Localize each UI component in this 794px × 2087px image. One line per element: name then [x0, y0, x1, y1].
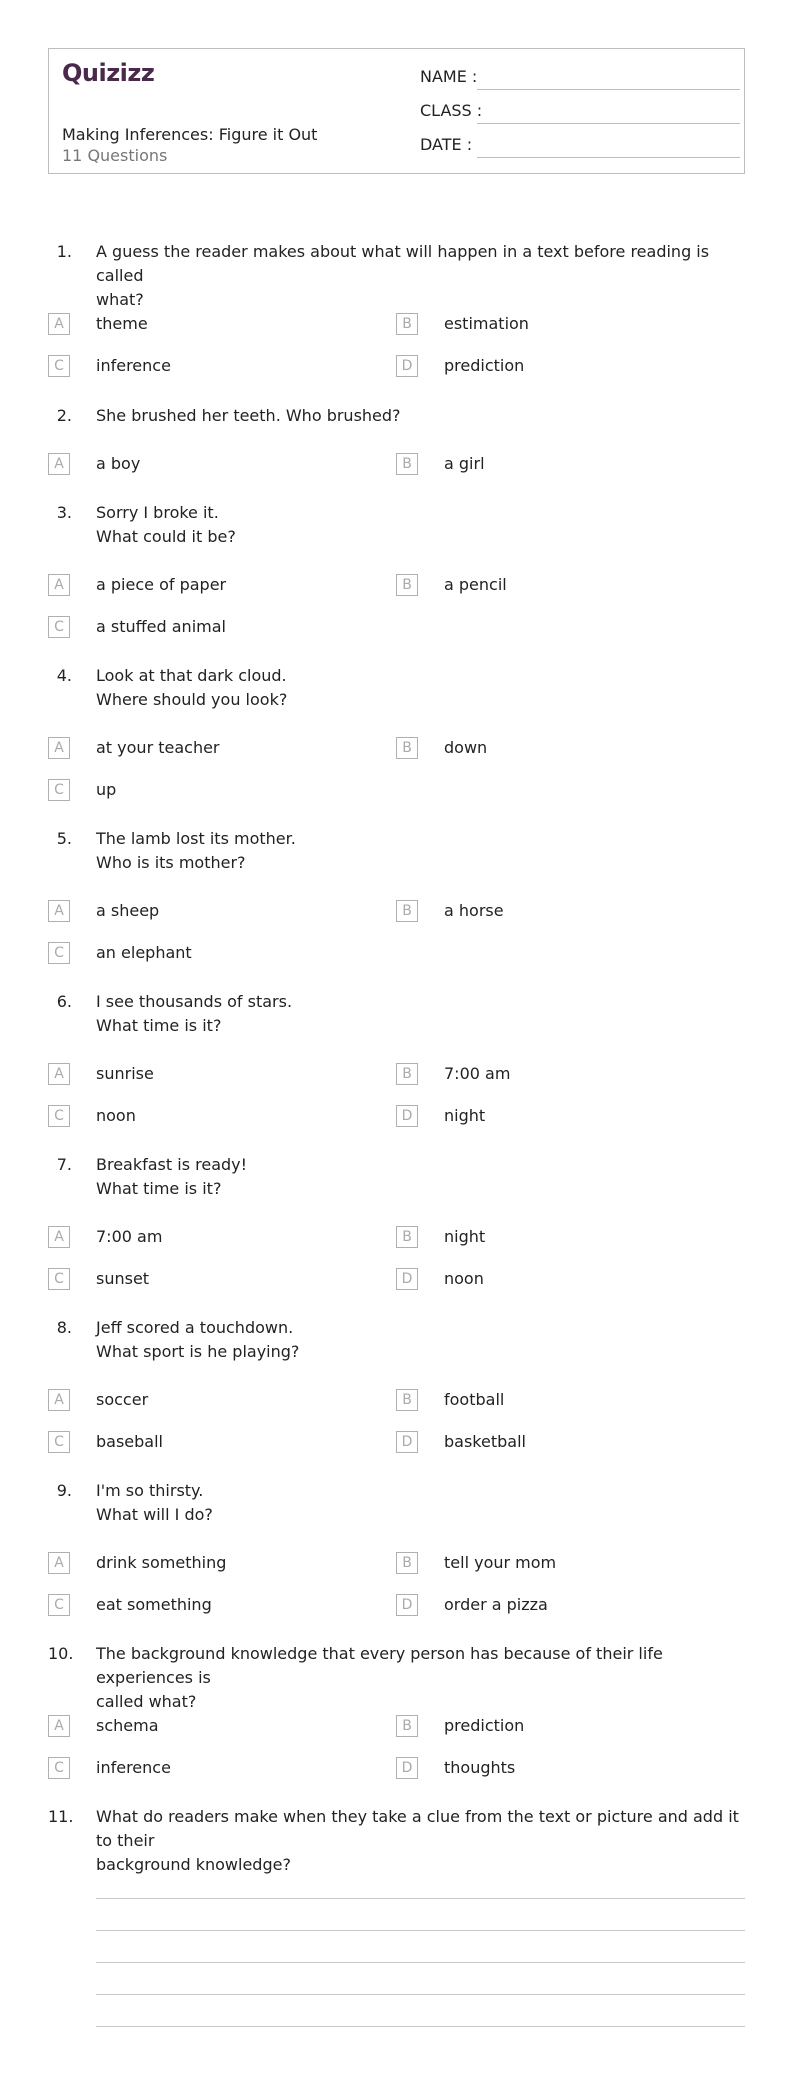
option-text: inference [96, 356, 171, 375]
option-text: night [444, 1227, 486, 1246]
option-text: an elephant [96, 943, 192, 962]
question-number: 3. [56, 503, 72, 522]
option-text: estimation [444, 314, 529, 333]
answer-option[interactable] [48, 1552, 378, 1576]
question-text-line: what? [96, 290, 144, 309]
option-letter-box[interactable]: A [48, 1552, 70, 1574]
answer-option[interactable] [48, 1715, 378, 1739]
question-number: 8. [56, 1318, 72, 1337]
answer-option[interactable] [396, 355, 726, 379]
question-text-line: What will I do? [96, 1505, 213, 1524]
option-letter-box[interactable]: B [396, 1715, 418, 1737]
option-text: theme [96, 314, 148, 333]
answer-option[interactable] [48, 1226, 378, 1250]
question-text [96, 1642, 746, 1714]
option-text: down [444, 738, 488, 757]
question-number: 4. [56, 666, 72, 685]
question-text [96, 1316, 746, 1364]
option-letter-box[interactable]: A [48, 1715, 70, 1737]
option-letter-box[interactable]: B [396, 313, 418, 335]
option-text: inference [96, 1758, 171, 1777]
question-number: 9. [56, 1481, 72, 1500]
option-letter-box[interactable]: A [48, 313, 70, 335]
answer-option[interactable] [48, 616, 378, 640]
question-text-line: Look at that dark cloud. [96, 666, 287, 685]
question-text [96, 1153, 746, 1201]
option-text: noon [96, 1106, 136, 1125]
option-letter-box[interactable]: C [48, 355, 70, 377]
question-number: 11. [48, 1807, 74, 1826]
option-text: baseball [96, 1432, 163, 1451]
answer-option[interactable] [396, 1757, 726, 1781]
option-text: 7:00 am [444, 1064, 511, 1083]
option-letter-box[interactable]: C [48, 779, 70, 801]
answer-option[interactable] [48, 1431, 378, 1455]
option-letter-box[interactable]: B [396, 453, 418, 475]
answer-option[interactable] [48, 1389, 378, 1413]
question-text-line: Sorry I broke it. [96, 503, 219, 522]
question-text [96, 240, 746, 312]
question-text-line: Who is its mother? [96, 853, 246, 872]
answer-option[interactable] [48, 1268, 378, 1292]
option-letter-box[interactable]: D [396, 1594, 418, 1616]
option-letter-box[interactable]: B [396, 737, 418, 759]
option-text: noon [444, 1269, 484, 1288]
answer-option[interactable] [48, 453, 378, 477]
answer-line[interactable] [96, 1994, 745, 1995]
class-field[interactable] [420, 101, 740, 123]
option-letter-box[interactable]: B [396, 1063, 418, 1085]
question-text-line: background knowledge? [96, 1855, 291, 1874]
option-text: a stuffed animal [96, 617, 226, 636]
question-text [96, 501, 746, 549]
option-text: night [444, 1106, 486, 1125]
answer-option[interactable] [396, 1105, 726, 1129]
option-letter-box[interactable]: C [48, 942, 70, 964]
option-letter-box[interactable]: C [48, 1105, 70, 1127]
option-text: up [96, 780, 117, 799]
question-number: 10. [48, 1644, 74, 1663]
answer-option[interactable] [396, 1268, 726, 1292]
answer-option[interactable] [396, 1552, 726, 1576]
answer-option[interactable] [396, 1594, 726, 1618]
name-field[interactable] [420, 67, 740, 89]
answer-option[interactable] [396, 1226, 726, 1250]
date-label: DATE : [420, 135, 473, 154]
answer-option[interactable] [48, 313, 378, 337]
answer-line[interactable] [96, 2026, 745, 2027]
option-text: tell your mom [444, 1553, 557, 1572]
question-text-line: She brushed her teeth. Who brushed? [96, 406, 401, 425]
option-text: eat something [96, 1595, 212, 1614]
option-text: a girl [444, 454, 485, 473]
question-text-line: Where should you look? [96, 690, 288, 709]
option-letter-box[interactable]: D [396, 1757, 418, 1779]
answer-option[interactable] [396, 1063, 726, 1087]
question-text-line: The background knowledge that every person has because of their life experiences is [96, 1644, 663, 1687]
class-line [477, 123, 740, 124]
question-text-line: called what? [96, 1692, 197, 1711]
question-text-line: I'm so thirsty. [96, 1481, 204, 1500]
option-text: prediction [444, 356, 525, 375]
option-letter-box[interactable]: A [48, 574, 70, 596]
option-letter-box[interactable]: B [396, 1226, 418, 1248]
answer-option[interactable] [48, 737, 378, 761]
option-text: schema [96, 1716, 159, 1735]
option-text: order a pizza [444, 1595, 548, 1614]
answer-line[interactable] [96, 1930, 745, 1931]
option-text: a pencil [444, 575, 507, 594]
answer-option[interactable] [48, 900, 378, 924]
answer-option[interactable] [396, 900, 726, 924]
option-text: at your teacher [96, 738, 220, 757]
question-number: 2. [56, 406, 72, 425]
question-text-line: Breakfast is ready! [96, 1155, 248, 1174]
question-text [96, 1479, 746, 1527]
question-text [96, 664, 746, 712]
option-letter-box[interactable]: C [48, 1757, 70, 1779]
answer-option[interactable] [396, 1715, 726, 1739]
option-letter-box[interactable]: D [396, 1105, 418, 1127]
worksheet-title: Making Inferences: Figure it Out [62, 125, 318, 144]
option-letter-box[interactable]: C [48, 616, 70, 638]
question-text-line: The lamb lost its mother. [96, 829, 296, 848]
option-letter-box[interactable]: A [48, 737, 70, 759]
option-text: a sheep [96, 901, 160, 920]
answer-option[interactable] [396, 453, 726, 477]
question-text-line: What time is it? [96, 1016, 222, 1035]
answer-option[interactable] [48, 1063, 378, 1087]
option-letter-box[interactable]: A [48, 1226, 70, 1248]
question-number: 7. [56, 1155, 72, 1174]
option-text: basketball [444, 1432, 526, 1451]
option-letter-box[interactable]: B [396, 1552, 418, 1574]
option-letter-box[interactable]: C [48, 1431, 70, 1453]
option-letter-box[interactable]: C [48, 1268, 70, 1290]
answer-option[interactable] [48, 355, 378, 379]
option-text: drink something [96, 1553, 227, 1572]
answer-option[interactable] [396, 737, 726, 761]
option-letter-box[interactable]: D [396, 1431, 418, 1453]
answer-option[interactable] [48, 942, 378, 966]
option-letter-box[interactable]: A [48, 900, 70, 922]
name-line [477, 89, 740, 90]
option-text: a piece of paper [96, 575, 227, 594]
answer-option[interactable] [48, 779, 378, 803]
answer-option[interactable] [396, 1389, 726, 1413]
option-letter-box[interactable]: D [396, 1268, 418, 1290]
option-text: soccer [96, 1390, 149, 1409]
answer-option[interactable] [396, 313, 726, 337]
option-text: football [444, 1390, 505, 1409]
option-text: sunset [96, 1269, 150, 1288]
date-line [477, 157, 740, 158]
answer-line[interactable] [96, 1898, 745, 1899]
question-text-line: What could it be? [96, 527, 236, 546]
option-text: a horse [444, 901, 504, 920]
question-text [96, 1805, 746, 1877]
question-text-line: What sport is he playing? [96, 1342, 300, 1361]
option-letter-box[interactable]: B [396, 900, 418, 922]
name-label: NAME : [420, 67, 478, 86]
answer-option[interactable] [396, 1431, 726, 1455]
question-text [96, 827, 746, 875]
question-text-line: What time is it? [96, 1179, 222, 1198]
question-text-line: What do readers make when they take a clue from the text or picture and add it to their [96, 1807, 739, 1850]
answer-option[interactable] [48, 1594, 378, 1618]
option-text: sunrise [96, 1064, 154, 1083]
answer-option[interactable] [48, 1105, 378, 1129]
question-number: 1. [56, 242, 72, 261]
option-text: 7:00 am [96, 1227, 163, 1246]
answer-option[interactable] [396, 574, 726, 598]
answer-option[interactable] [48, 574, 378, 598]
option-text: thoughts [444, 1758, 516, 1777]
question-text-line: A guess the reader makes about what will happen in a text before reading is called [96, 242, 710, 285]
class-label: CLASS : [420, 101, 483, 120]
option-text: a boy [96, 454, 141, 473]
option-letter-box[interactable]: A [48, 453, 70, 475]
date-field[interactable] [420, 135, 740, 157]
question-number: 6. [56, 992, 72, 1011]
question-count: 11 Questions [62, 146, 168, 165]
question-text-line: Jeff scored a touchdown. [96, 1318, 294, 1337]
option-letter-box[interactable]: C [48, 1594, 70, 1616]
question-text [96, 404, 746, 428]
option-letter-box[interactable]: A [48, 1063, 70, 1085]
option-letter-box[interactable]: B [396, 574, 418, 596]
option-letter-box[interactable]: B [396, 1389, 418, 1411]
question-text-line: I see thousands of stars. [96, 992, 293, 1011]
question-number: 5. [56, 829, 72, 848]
option-text: prediction [444, 1716, 525, 1735]
worksheet-header [48, 48, 745, 174]
question-text [96, 990, 746, 1038]
option-letter-box[interactable]: D [396, 355, 418, 377]
quizizz-logo: Quizizz [62, 59, 155, 87]
option-letter-box[interactable]: A [48, 1389, 70, 1411]
answer-line[interactable] [96, 1962, 745, 1963]
answer-option[interactable] [48, 1757, 378, 1781]
